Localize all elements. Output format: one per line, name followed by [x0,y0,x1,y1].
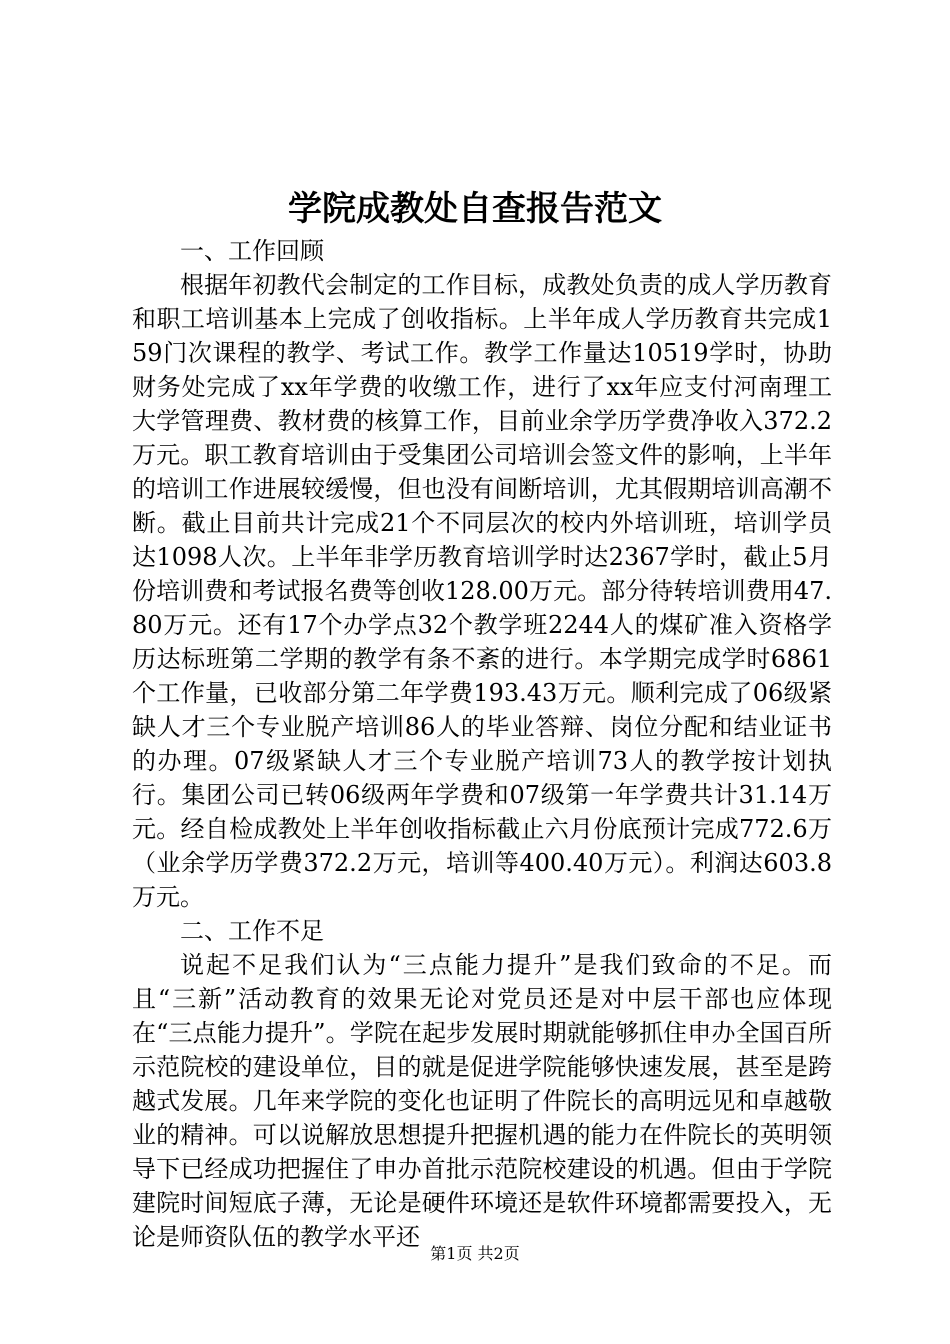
page-footer: 第1页 共2页 [430,1244,520,1263]
section-heading-shortcomings: 二、工作不足 [180,917,324,945]
section-paragraph-shortcomings: 说起不足我们认为“三点能力提升”是我们致命的不足。而且“三新”活动教育的效果无论对党员还是对中层干部也应体现在“三点能力提升”。学院在起步发展时期就能够抓住申办全国百所示范院校的建设单位，目的就是促进学院能够快速发展，甚至是跨越式发展。几年来学院的变化也证明了件院长的高明远见和卓越敬业的精神。可以说解放思想提升把握机遇的能力在件院长的英明领导下已经成功把握住了申办首批示范院校建设的机遇。但由于学院建院时间短底子薄，无论是硬件环境还是软件环境都需要投入，无论是师资队伍的教学水平还 [132,951,832,1251]
document-title: 学院成教处自查报告范文 [288,189,662,229]
section-heading-work-review: 一、工作回顾 [180,237,324,265]
section-paragraph-work-review: 根据年初教代会制定的工作目标，成教处负责的成人学历教育和职工培训基本上完成了创收指标。上半年成人学历教育共完成159门次课程的教学、考试工作。教学工作量达10519学时，协助财务处完成了xx年学费的收缴工作，进行了xx年应支付河南理工大学管理费、教材费的核算工作，目前业余学历学费净收入372.2万元。职工教育培训由于受集团公司培训会签文件的影响，上半年的培训工作进展较缓慢，但也没有间断培训，尤其假期培训高潮不断。截止目前共计完成21个不同层次的校内外培训班，培训学员达1098人次。上半年非学历教育培训学时达2367学时，截止5月份培训费和考试报名费等创收128.00万元。部分待转培训费用47.80万元。还有17个办学点32个教学班2244人的煤矿准入资格学历达标班第二学期的教学有条不紊的进行。本学期完成学时6861个工作量，已收部分第二年学费193.43万元。顺利完成了06级紧缺人才三个专业脱产培训86人的毕业答辩、岗位分配和结业证书的办理。07级紧缺人才三个专业脱产培训73人的教学按计划执行。集团公司已转06级两年学费和07级第一年学费共计31.14万元。经自检成教处上半年创收指标截止六月份底预计完成772.6万（业余学历学费372.2万元，培训等400.40万元）。利润达603.8万元。 [132,271,832,911]
document-body [132,234,832,1254]
